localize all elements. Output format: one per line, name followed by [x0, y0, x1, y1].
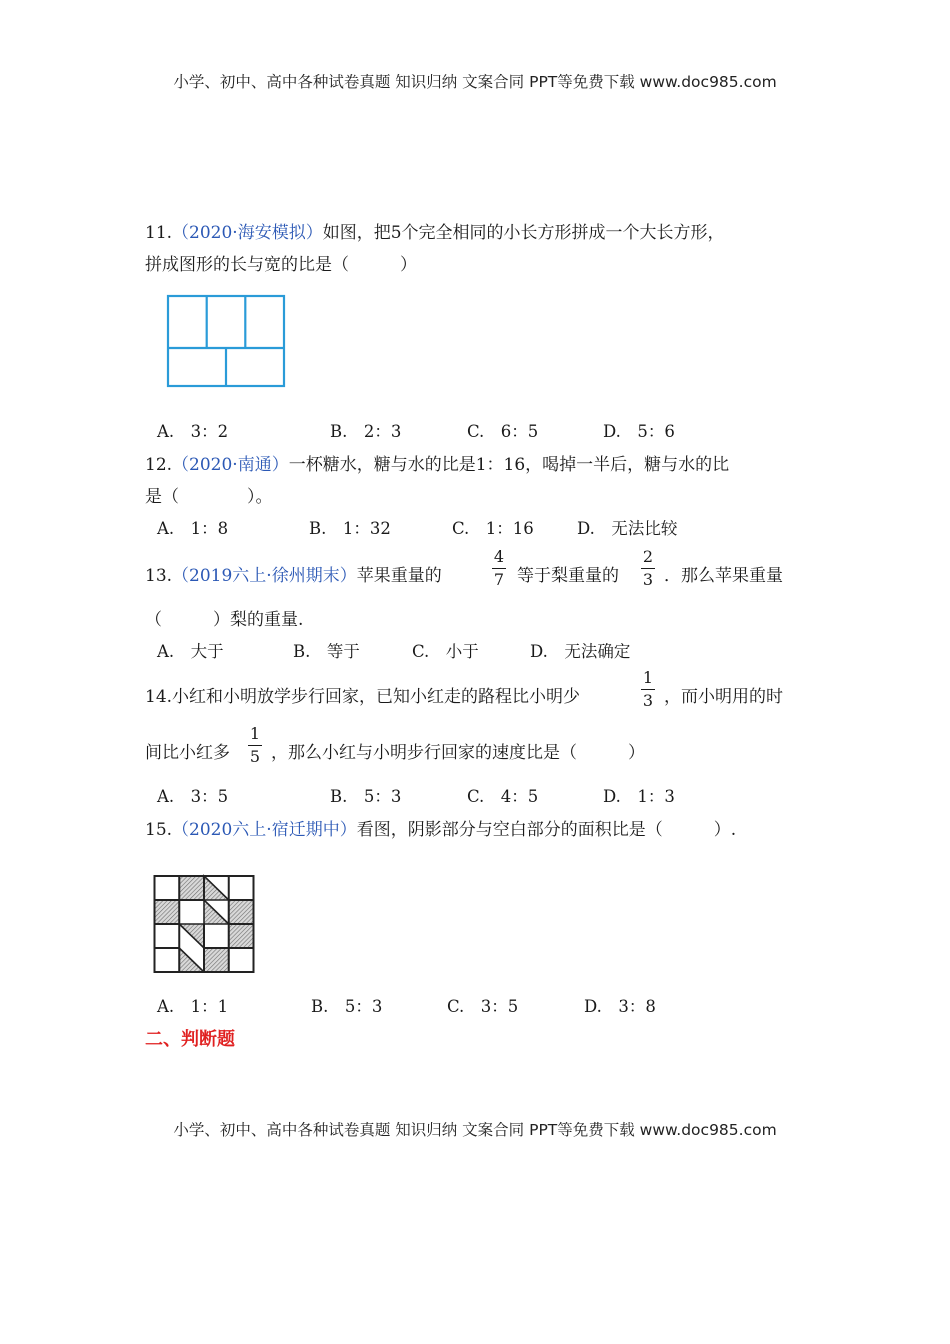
question-13-text-c: ．那么苹果重量 [664, 566, 783, 586]
fraction-1-5 [245, 725, 265, 766]
fraction-denominator: 3 [642, 691, 654, 711]
question-number: 11. [145, 223, 173, 243]
question-text: 苹果重量的 [356, 566, 442, 586]
question-source: （2020·南通） [172, 455, 289, 475]
question-text: 如图，把5个完全相同的小长方形拼成一个大长方形， [322, 223, 725, 243]
question-13-line2: （ ）梨的重量. [145, 610, 304, 630]
option-b[interactable]: B. 5：3 [330, 787, 402, 806]
option-a[interactable]: A. 1：8 [157, 519, 229, 538]
option-d[interactable]: D. 3：8 [584, 997, 656, 1016]
question-source: （2020·海安模拟） [172, 223, 323, 243]
option-d[interactable]: D. 无法比较 [577, 519, 678, 538]
question-13-text-b: 等于梨重量的 [517, 566, 619, 586]
question-13-line1-start [145, 561, 442, 586]
fraction-numerator: 2 [642, 547, 654, 566]
question-11-line2: 拼成图形的长与宽的比是（ ） [145, 255, 417, 275]
option-b[interactable]: B. 1：32 [309, 519, 391, 538]
page-header: 小学、初中、高中各种试卷真题 知识归纳 文案合同 PPT等免费下载 www.doc985.com [173, 73, 777, 91]
option-d[interactable]: D. 5：6 [603, 422, 675, 441]
question-12-line2: 是（ ）。 [145, 487, 273, 507]
fraction-denominator: 5 [249, 747, 261, 767]
fraction-1-3 [638, 669, 658, 710]
option-c[interactable]: C. 小于 [412, 642, 479, 661]
option-a[interactable]: A. 3：2 [157, 422, 229, 441]
question-text: 看图，阴影部分与空白部分的面积比是（ ）. [356, 820, 737, 840]
question-14-text-after2: ，那么小红与小明步行回家的速度比是（ ） [271, 743, 645, 763]
question-number: 13. [145, 566, 173, 586]
section-title: 二、判断题 [145, 1029, 235, 1050]
fraction-2-3 [638, 548, 658, 589]
option-b[interactable]: B. 2：3 [330, 422, 402, 441]
question-number: 15. [145, 820, 173, 840]
option-a[interactable]: A. 3：5 [157, 787, 229, 806]
fraction-denominator: 3 [642, 570, 654, 590]
option-c[interactable]: C. 6：5 [467, 422, 539, 441]
fraction-denominator: 7 [493, 570, 505, 590]
question-15-line1 [145, 815, 736, 840]
fraction-numerator: 4 [493, 547, 505, 566]
rectangle-figure [166, 294, 286, 388]
question-source: （2020六上·宿迁期中） [172, 820, 357, 840]
question-text: 一杯糖水，糖与水的比是1：16，喝掉一半后，糖与水的比 [288, 455, 730, 475]
option-c[interactable]: C. 1：16 [452, 519, 534, 538]
question-11-line1 [145, 218, 725, 243]
fraction-numerator: 1 [642, 668, 654, 687]
question-14-line1: 14.小红和小明放学步行回家，已知小红走的路程比小明少 [145, 687, 581, 707]
question-source: （2019六上·徐州期末） [172, 566, 357, 586]
option-a[interactable]: A. 大于 [157, 642, 224, 661]
page-footer: 小学、初中、高中各种试卷真题 知识归纳 文案合同 PPT等免费下载 www.doc985.com [173, 1121, 777, 1139]
option-c[interactable]: C. 3：5 [447, 997, 519, 1016]
shaded-grid-figure [150, 874, 256, 974]
option-a[interactable]: A. 1：1 [157, 997, 229, 1016]
option-b[interactable]: B. 5：3 [311, 997, 383, 1016]
fraction-numerator: 1 [249, 724, 261, 743]
option-d[interactable]: D. 1：3 [603, 787, 675, 806]
question-14-text-before2: 间比小红多 [145, 743, 230, 763]
fraction-bar [641, 689, 655, 690]
question-14-text-after1: ，而小明用的时 [664, 687, 783, 707]
option-d[interactable]: D. 无法确定 [530, 642, 631, 661]
fraction-bar [492, 568, 506, 569]
question-number: 12. [145, 455, 173, 475]
question-12-line1 [145, 450, 729, 475]
fraction-bar [641, 568, 655, 569]
option-b[interactable]: B. 等于 [293, 642, 360, 661]
fraction-4-7 [489, 548, 509, 589]
fraction-bar [248, 745, 262, 746]
option-c[interactable]: C. 4：5 [467, 787, 539, 806]
